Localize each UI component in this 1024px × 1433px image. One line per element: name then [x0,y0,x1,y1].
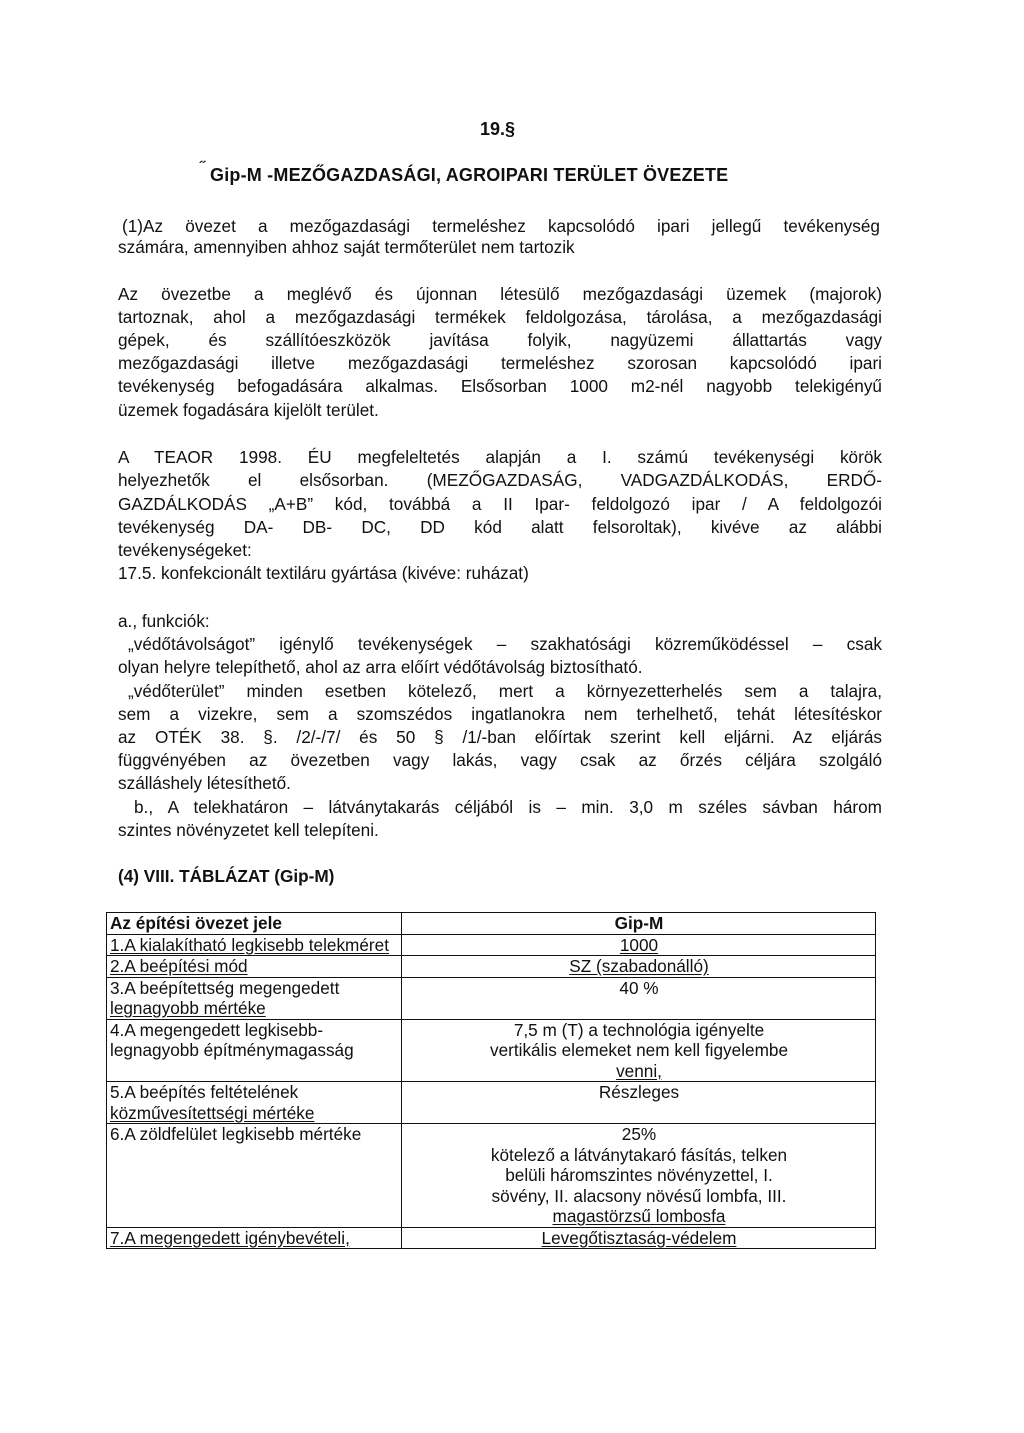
table-cell: 1000 [402,934,876,956]
paragraph-line: „védőterület” minden esetben kötelező, mert a környezetterhelés sem a talajra, [128,681,882,701]
paragraph-line: GAZDÁLKODÁS „A+B” kód, továbbá a II Ipar- feldolgozó ipar / A feldolgozói [118,494,882,514]
table-cell: 2.A beépítési mód [107,956,402,978]
table-row [107,1124,876,1228]
table-cell: 7,5 m (T) a technológia igényelte vertikális elemeket nem kell figyelembe venni, [402,1019,876,1082]
paragraph-line: függvényében az övezetben vagy lakás, vagy csak az őrzés céljára szolgáló [118,750,882,770]
table-row [107,956,876,978]
paragraph-line: sem a vizekre, sem a szomszédos ingatlanokra nem terhelhető, tehát létesítéskor [118,704,882,724]
section-number: 19.§ [480,119,516,139]
table-header-row [107,913,876,935]
paragraph-line: olyan helyre telepíthető, ahol az arra előírt védőtávolság biztosítható. [118,657,643,677]
table-cell: SZ (szabadonálló) [402,956,876,978]
table-cell: 1.A kialakítható legkisebb telekméret [107,934,402,956]
paragraph-line: „védőtávolságot” igénylő tevékenységek – szakhatósági közreműködéssel – csak [128,634,882,654]
paragraph-line: tevékenység befogadására alkalmas. Elsősorban 1000 m2-nél nagyobb telekigényű [118,376,882,396]
table-row [107,1082,876,1124]
paragraph-line: számára, amennyiben ahhoz saját termőterület nem tartozik [118,237,575,257]
paragraph-line: szintes növényzetet kell telepíteni. [118,820,379,840]
table-cell: 3.A beépítettség megengedett legnagyobb mértéke [107,977,402,1019]
paragraph-line: tevékenység DA- DB- DC, DD kód alatt felsoroltak), kivéve az alábbi [118,517,882,537]
table-cell: 6.A zöldfelület legkisebb mértéke [107,1124,402,1228]
paragraph-line: gépek, és szállítóeszközök javítása folyik, nagyüzemi állattartás vagy [118,330,882,350]
paragraph-line: (1)Az övezet a mezőgazdasági termeléshez kapcsolódó ipari jellegű tevékenység [122,216,880,236]
paragraph-line: szálláshely létesíthető. [118,773,291,793]
table-cell: 40 % [402,977,876,1019]
zone-title: Gip-M -MEZŐGAZDASÁGI, AGROIPARI TERÜLET ÖVEZETE [210,165,729,185]
table-cell: 4.A megengedett legkisebb- legnagyobb építménymagasság [107,1019,402,1082]
functions-heading: a., funkciók: [118,611,210,631]
paragraph-line: b., A telekhatáron – látványtakarás céljából is – min. 3,0 m széles sávban három [134,797,882,817]
table-row [107,1227,876,1249]
table-cell: 5.A beépítés feltételének közművesítettségi mértéke [107,1082,402,1124]
paragraph-line: az OTÉK 38. §. /2/-/7/ és 50 § /1/-ban előírtak szerint kell eljárni. Az eljárás [118,727,882,747]
table-header-cell: Gip-M [402,913,876,935]
paragraph-line: tevékenységeket: [118,540,252,560]
table-header-cell: Az építési övezet jele [107,913,402,935]
table-cell: Levegőtisztaság-védelem [402,1227,876,1249]
paragraph-line: mezőgazdasági illetve mezőgazdasági termeléshez szorosan kapcsolódó ipari [118,353,882,373]
paragraph-line: A TEAOR 1998. ÉU megfeleltetés alapján a I. számú tevékenységi körök [118,447,882,467]
paragraph-line: 17.5. konfekcionált textiláru gyártása (kivéve: ruházat) [118,563,529,583]
table-row [107,977,876,1019]
paragraph-line: helyezhetők el elsősorban. (MEZŐGAZDASÁG, VADGAZDÁLKODÁS, ERDŐ- [118,470,882,490]
table-row [107,934,876,956]
paragraph-line: tartoznak, ahol a mezőgazdasági termékek feldolgozása, tárolása, a mezőgazdasági [118,307,882,327]
paragraph-line: üzemek fogadására kijelölt terület. [118,400,379,420]
paragraph-line: Az övezetbe a meglévő és újonnan létesülő mezőgazdasági üzemek (majorok) [118,284,882,304]
table-cell: Részleges [402,1082,876,1124]
table-cell: 25% kötelező a látványtakaró fásítás, telken belüli háromszintes növényzettel, I. sövény, II. alacsony növésű lombfa, III. magastörzsű lombosfa [402,1124,876,1228]
bullet-mark: ˝ [200,159,206,176]
regulation-table [106,912,876,1249]
table-cell: 7.A megengedett igénybevételi, [107,1227,402,1249]
table-row [107,1019,876,1082]
table-heading: (4) VIII. TÁBLÁZAT (Gip-M) [118,866,335,886]
